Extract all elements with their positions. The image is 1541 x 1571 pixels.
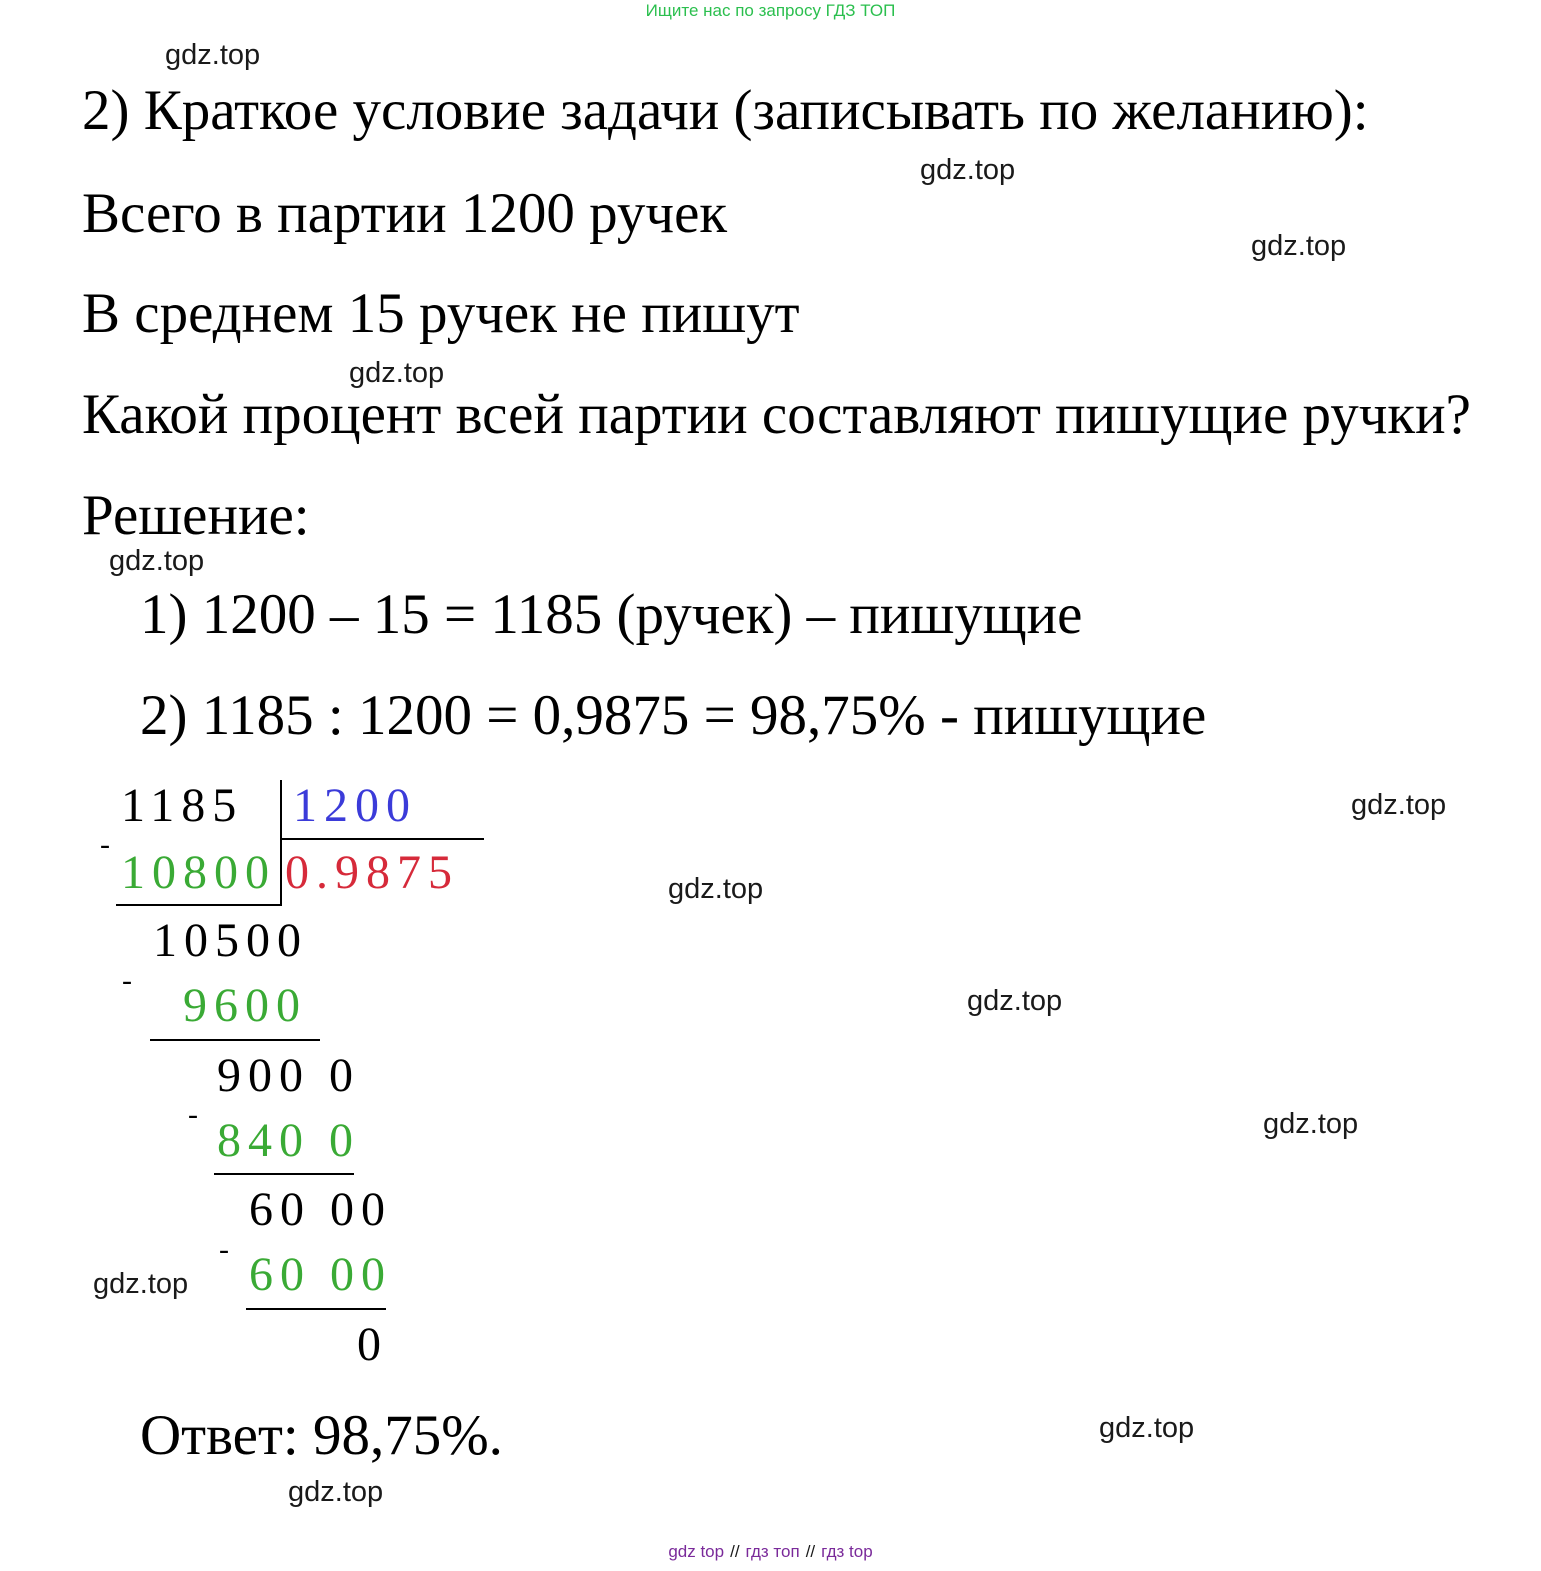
watermark: gdz.top [288, 1476, 384, 1508]
solution-step-2: 2) 1185 : 1200 = 0,9875 = 98,75% - пишущие [140, 684, 1207, 747]
given-total: Всего в партии 1200 ручек [82, 182, 728, 245]
division-underline [246, 1308, 386, 1310]
division-subtrahend: 9600 [183, 979, 307, 1032]
footer-separator: // [730, 1542, 740, 1561]
division-underline [150, 1039, 320, 1041]
given-defective: В среднем 15 ручек не пишут [82, 282, 800, 345]
solution-label: Решение: [82, 484, 310, 547]
watermark: gdz.top [1099, 1412, 1195, 1444]
watermark: gdz.top [1263, 1108, 1359, 1140]
division-quotient: 0.9875 [285, 846, 459, 899]
watermark: gdz.top [109, 545, 205, 577]
division-final-remainder: 0 [357, 1318, 388, 1371]
minus-sign: - [100, 828, 110, 861]
division-divisor-underline [281, 838, 484, 840]
division-divisor: 1200 [293, 779, 417, 832]
problem-heading: 2) Краткое условие задачи (записывать по желанию): [82, 79, 1369, 142]
division-underline [116, 904, 280, 906]
footer-separator: // [805, 1542, 816, 1561]
minus-sign: - [188, 1098, 198, 1131]
watermark: gdz.top [967, 985, 1063, 1017]
question: Какой процент всей партии составляют пишущие ручки? [82, 383, 1471, 446]
division-remainder: 10500 [153, 914, 308, 967]
division-remainder: 900 0 [217, 1049, 360, 1102]
division-remainder: 60 00 [249, 1183, 392, 1236]
footer-link[interactable]: gdz top [668, 1542, 725, 1561]
watermark: gdz.top [93, 1268, 189, 1300]
division-subtrahend: 840 0 [217, 1114, 360, 1167]
minus-sign: - [122, 964, 132, 997]
division-underline [214, 1173, 354, 1175]
footer-link[interactable]: гдз top [821, 1542, 873, 1561]
division-vertical-line [280, 780, 282, 906]
footer-link[interactable]: гдз топ [745, 1542, 800, 1561]
division-dividend: 1185 [121, 779, 244, 832]
watermark: gdz.top [349, 357, 445, 389]
minus-sign: - [219, 1233, 229, 1266]
solution-step-1: 1) 1200 – 15 = 1185 (ручек) – пишущие [140, 583, 1083, 646]
watermark: gdz.top [1251, 230, 1347, 262]
answer: Ответ: 98,75%. [140, 1404, 503, 1467]
watermark: gdz.top [668, 873, 764, 905]
watermark: gdz.top [920, 154, 1016, 186]
division-subtrahend: 10800 [121, 846, 276, 899]
watermark: gdz.top [1351, 789, 1447, 821]
footer-links [0, 1542, 1541, 1562]
division-subtrahend: 60 00 [249, 1248, 392, 1301]
watermark: gdz.top [165, 39, 261, 71]
top-banner[interactable]: Ищите нас по запросу ГДЗ ТОП [645, 1, 896, 20]
